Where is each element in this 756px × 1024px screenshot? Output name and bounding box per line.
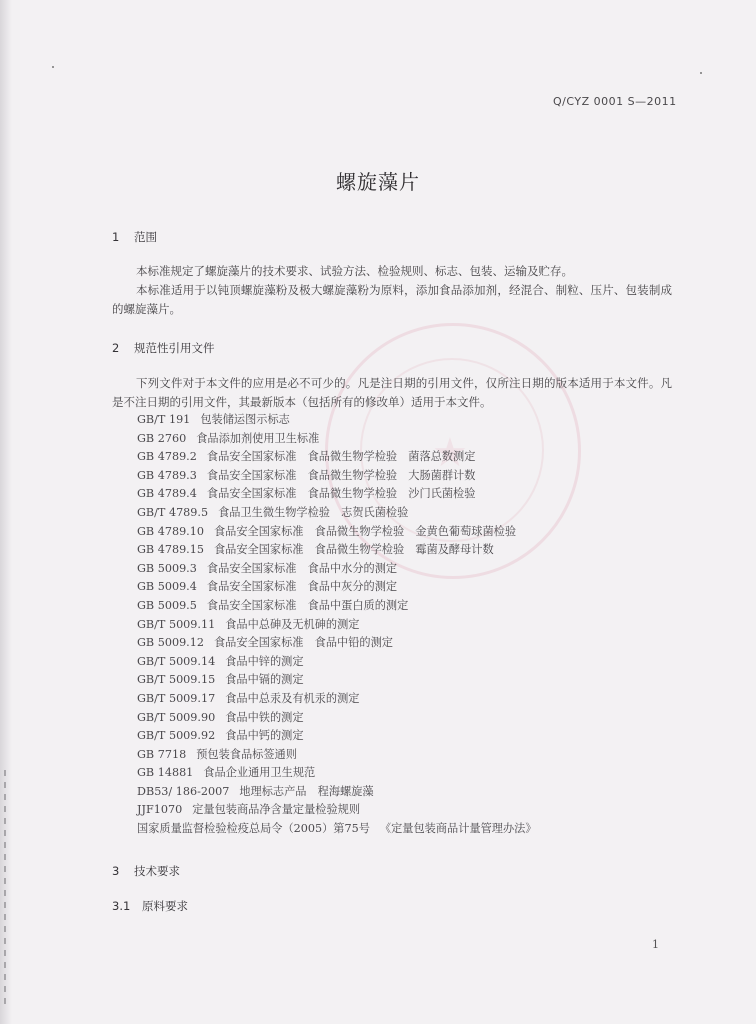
reference-title: 食品安全国家标准 食品微生物学检验 大肠菌群计数	[206, 468, 476, 482]
scan-edge-shadow	[0, 0, 12, 1024]
reference-item	[137, 671, 537, 690]
reference-title: 食品安全国家标准 食品中水分的测定	[206, 561, 398, 575]
reference-title: 地理标志产品 程海螺旋藻	[239, 784, 374, 798]
section-number: 3	[112, 864, 120, 878]
scan-edge-marks	[4, 770, 6, 1010]
reference-item	[137, 690, 537, 709]
reference-code: GB 5009.4	[137, 580, 197, 594]
reference-item	[137, 634, 537, 653]
reference-item	[137, 597, 537, 616]
reference-title: 食品中总砷及无机砷的测定	[225, 617, 360, 631]
scan-speck	[700, 72, 702, 74]
reference-list	[137, 411, 537, 839]
reference-title: 食品安全国家标准 食品微生物学检验 沙门氏菌检验	[206, 487, 476, 501]
reference-code: JJF1070	[137, 803, 183, 817]
normative-intro: 下列文件对于本文件的应用是必不可少的。凡是注日期的引用文件，仅所注日期的版本适用于本文件。凡是不注日期的引用文件，其最新版本（包括所有的修改单）适用于本文件。	[112, 376, 672, 409]
reference-title: 食品中钙的测定	[225, 729, 304, 743]
reference-code: GB 7718	[137, 747, 187, 761]
reference-item	[137, 411, 537, 430]
reference-code: GB/T 191	[137, 413, 191, 426]
reference-title: 食品安全国家标准 食品中蛋白质的测定	[206, 598, 409, 612]
reference-title: 食品安全国家标准 食品微生物学检验 金黄色葡萄球菌检验	[213, 524, 517, 538]
reference-item	[137, 801, 537, 820]
reference-title: 食品企业通用卫生规范	[203, 766, 316, 780]
reference-title: 定量包装商品净含量定量检验规则	[192, 803, 361, 817]
reference-title: 食品卫生微生物学检验 志贺氏菌检验	[218, 505, 409, 519]
reference-code: GB 4789.15	[137, 543, 204, 557]
reference-item	[137, 467, 537, 486]
reference-item	[137, 783, 537, 802]
section-number: 2	[112, 341, 120, 355]
reference-title: 食品安全国家标准 食品微生物学检验 菌落总数测定	[206, 450, 476, 464]
section-title: 原料要求	[142, 899, 188, 913]
reference-code: GB 14881	[137, 766, 194, 780]
reference-title: 食品中铁的测定	[225, 710, 304, 724]
reference-title: 食品添加剂使用卫生标准	[196, 431, 320, 445]
section-number: 3.1	[112, 899, 131, 913]
reference-item	[137, 653, 537, 672]
reference-code: GB 5009.5	[137, 598, 197, 612]
reference-item	[137, 764, 537, 783]
section-heading-scope	[112, 229, 157, 245]
reference-title: 食品安全国家标准 食品中铅的测定	[213, 636, 393, 650]
scan-speck	[52, 66, 54, 68]
reference-title: 食品中总汞及有机汞的测定	[225, 691, 360, 705]
scope-paragraph-1: 本标准规定了螺旋藻片的技术要求、试验方法、检验规则、标志、包装、运输及贮存。	[136, 264, 573, 278]
reference-item	[137, 448, 537, 467]
reference-code: GB/T 5009.17	[137, 691, 216, 705]
page-number: 1	[652, 938, 659, 951]
reference-title: 食品中镉的测定	[225, 673, 304, 687]
section-title: 技术要求	[134, 864, 180, 878]
reference-code: 国家质量监督检验检疫总局令（2005）第75号	[137, 822, 370, 836]
reference-item	[137, 727, 537, 746]
reference-item	[137, 746, 537, 765]
document-code: Q/CYZ 0001 S—2011	[553, 95, 677, 108]
subsection-heading-raw-materials	[112, 898, 188, 914]
reference-item	[137, 709, 537, 728]
reference-code: GB 5009.3	[137, 561, 197, 575]
reference-code: GB/T 5009.14	[137, 654, 216, 668]
reference-item	[137, 616, 537, 635]
section-number: 1	[112, 230, 120, 244]
reference-code: GB/T 5009.90	[137, 710, 216, 724]
reference-code: DB53/ 186-2007	[137, 784, 230, 798]
reference-item	[137, 430, 537, 449]
section-title: 规范性引用文件	[134, 341, 215, 355]
reference-item	[137, 523, 537, 542]
reference-item	[137, 578, 537, 597]
reference-code: GB 4789.4	[137, 487, 197, 501]
reference-code: GB 4789.10	[137, 524, 204, 538]
reference-item	[137, 485, 537, 504]
scope-paragraph-2: 本标准适用于以钝顶螺旋藻粉及极大螺旋藻粉为原料，添加食品添加剂，经混合、制粒、压片、包装制成的螺旋藻片。	[112, 283, 672, 316]
reference-item	[137, 560, 537, 579]
reference-title: 食品安全国家标准 食品微生物学检验 霉菌及酵母计数	[213, 543, 494, 557]
reference-code: GB 4789.3	[137, 468, 197, 482]
reference-code: GB/T 5009.15	[137, 673, 216, 687]
reference-code: GB 5009.12	[137, 636, 204, 650]
faded-seal-star-icon: ★	[432, 430, 468, 476]
reference-item	[137, 820, 537, 839]
reference-title: 食品中锌的测定	[225, 654, 304, 668]
document-title: 螺旋藻片	[336, 170, 420, 194]
reference-code: GB 2760	[137, 431, 187, 445]
reference-item	[137, 504, 537, 523]
reference-code: GB/T 4789.5	[137, 505, 209, 519]
reference-code: GB/T 5009.92	[137, 729, 216, 743]
section-title: 范围	[134, 230, 157, 244]
reference-title: 食品安全国家标准 食品中灰分的测定	[206, 580, 398, 594]
reference-title: 《定量包装商品计量管理办法》	[379, 822, 537, 836]
section-heading-technical	[112, 863, 180, 879]
reference-code: GB/T 5009.11	[137, 617, 216, 631]
reference-item	[137, 541, 537, 560]
reference-code: GB 4789.2	[137, 450, 197, 464]
reference-title: 包装储运图示标志	[200, 413, 290, 426]
section-heading-normative	[112, 340, 215, 356]
reference-title: 预包装食品标签通则	[196, 747, 297, 761]
